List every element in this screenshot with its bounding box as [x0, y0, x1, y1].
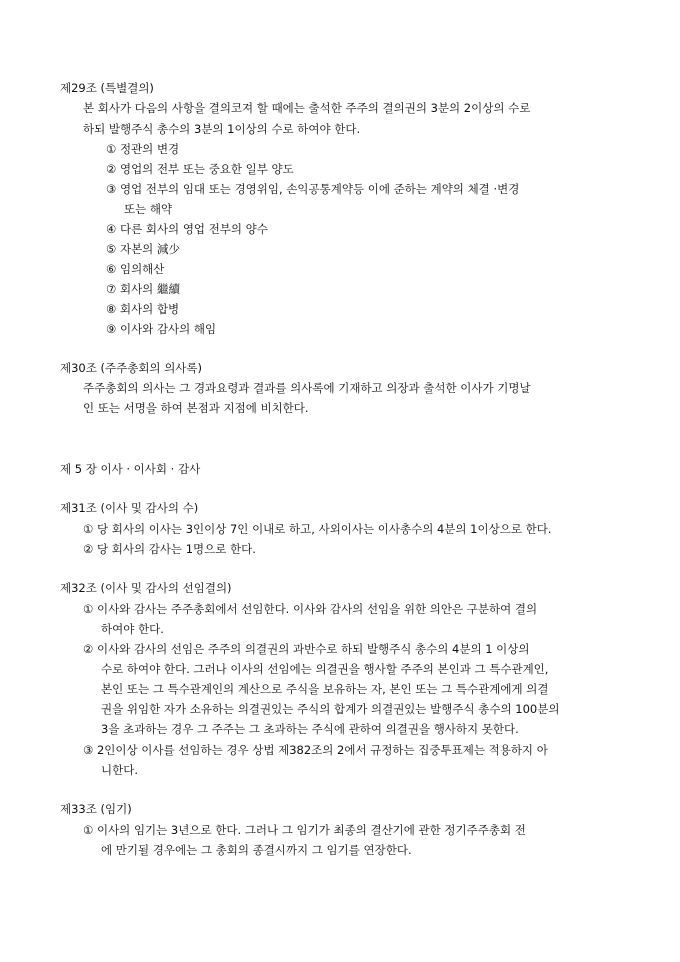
article-29-item: ④ 다른 회사의 영업 전부의 양수 — [106, 222, 268, 236]
article-29-item: ⑦ 회사의 繼續 — [106, 282, 180, 296]
article-30-line-1: 주주총회의 의사는 그 경과요령과 결과를 의사록에 기재하고 의장과 출석한 이사가 기명날 — [83, 381, 531, 395]
article-29-item: ⑧ 회사의 합병 — [106, 302, 180, 316]
article-29-item: ⑨ 이사와 감사의 해임 — [106, 322, 217, 336]
chapter-5-title: 제 5 장 이사 · 이사회 · 감사 — [60, 462, 201, 476]
article-32-heading: 제32조 (이사 및 감사의 선임결의) — [60, 581, 232, 595]
article-32-paragraph-1: ① 이사와 감사는 주주총회에서 선임한다. 이사와 감사의 선임을 위한 의안은 구분하여 결의 — [83, 602, 538, 616]
article-33-heading: 제33조 (임기) — [60, 802, 132, 816]
article-32-paragraph-2-cont: 권을 위임한 자가 소유하는 의결권있는 주식의 합계가 의결권있는 발행주식 총수의 100분의 — [101, 702, 560, 716]
article-29-intro-line-1: 본 회사가 다음의 사항을 결의코져 할 때에는 출석한 주주의 결의권의 3분의 2이상의 수로 — [83, 101, 531, 115]
article-32-paragraph-3: ③ 2인이상 이사를 선임하는 경우 상법 제382조의 2에서 규정하는 집중투표제는 적용하지 아 — [83, 743, 548, 757]
article-32-paragraph-3-cont: 니한다. — [101, 763, 138, 777]
article-32-paragraph-2-cont: 본인 또는 그 특수관계인의 계산으로 주식을 보유하는 자, 본인 또는 그 특수관계에게 의결 — [101, 682, 549, 696]
article-32-paragraph-2-cont: 수로 하여야 한다. 그러나 이사의 선임에는 의결권을 행사할 주주의 본인과 그 특수관계인, — [101, 662, 549, 676]
article-32-paragraph-2: ② 이사와 감사의 선임은 주주의 의결권의 과반수로 하되 발행주식 총수의 4분의 1 이상의 — [83, 642, 530, 656]
article-29-heading: 제29조 (특별결의) — [60, 81, 154, 95]
article-29-intro-line-2: 하되 발행주식 총수의 3분의 1이상의 수로 하여야 한다. — [83, 122, 361, 136]
article-30-heading: 제30조 (주주총회의 의사록) — [60, 361, 203, 375]
article-31-heading: 제31조 (이사 및 감사의 수) — [60, 501, 199, 515]
article-29-item: ③ 영업 전부의 임대 또는 경영위임, 손익공통계약등 이에 준하는 계약의 체결 ·변경 — [106, 182, 520, 196]
article-33-paragraph-1: ① 이사의 임기는 3년으로 한다. 그러나 그 임기가 최종의 결산기에 관한 정기주주총회 전 — [83, 823, 526, 837]
article-32-paragraph-2-cont: 3을 초과하는 경우 그 주주는 그 초과하는 주식에 관하여 의결권을 행사하지 못한다. — [101, 722, 519, 736]
article-30-line-2: 인 또는 서명을 하여 본점과 지점에 비치한다. — [83, 401, 309, 415]
article-29-item-continuation: 또는 해약 — [124, 202, 173, 216]
article-29-item: ⑥ 임의해산 — [106, 262, 165, 276]
article-33-paragraph-1-cont: 에 만기될 경우에는 그 총회의 종결시까지 그 임기를 연장한다. — [101, 843, 412, 857]
article-32-paragraph-1-cont: 하여야 한다. — [101, 622, 164, 636]
article-29-item: ⑤ 자본의 減少 — [106, 242, 180, 256]
article-31-paragraph-1: ① 당 회사의 이사는 3인이상 7인 이내로 하고, 사외이사는 이사총수의 4분의 1이상으로 한다. — [83, 522, 552, 536]
article-31-paragraph-2: ② 당 회사의 감사는 1명으로 한다. — [83, 542, 256, 556]
article-29-item: ① 정관의 변경 — [106, 142, 180, 156]
article-29-item: ② 영업의 전부 또는 중요한 일부 양도 — [106, 162, 294, 176]
